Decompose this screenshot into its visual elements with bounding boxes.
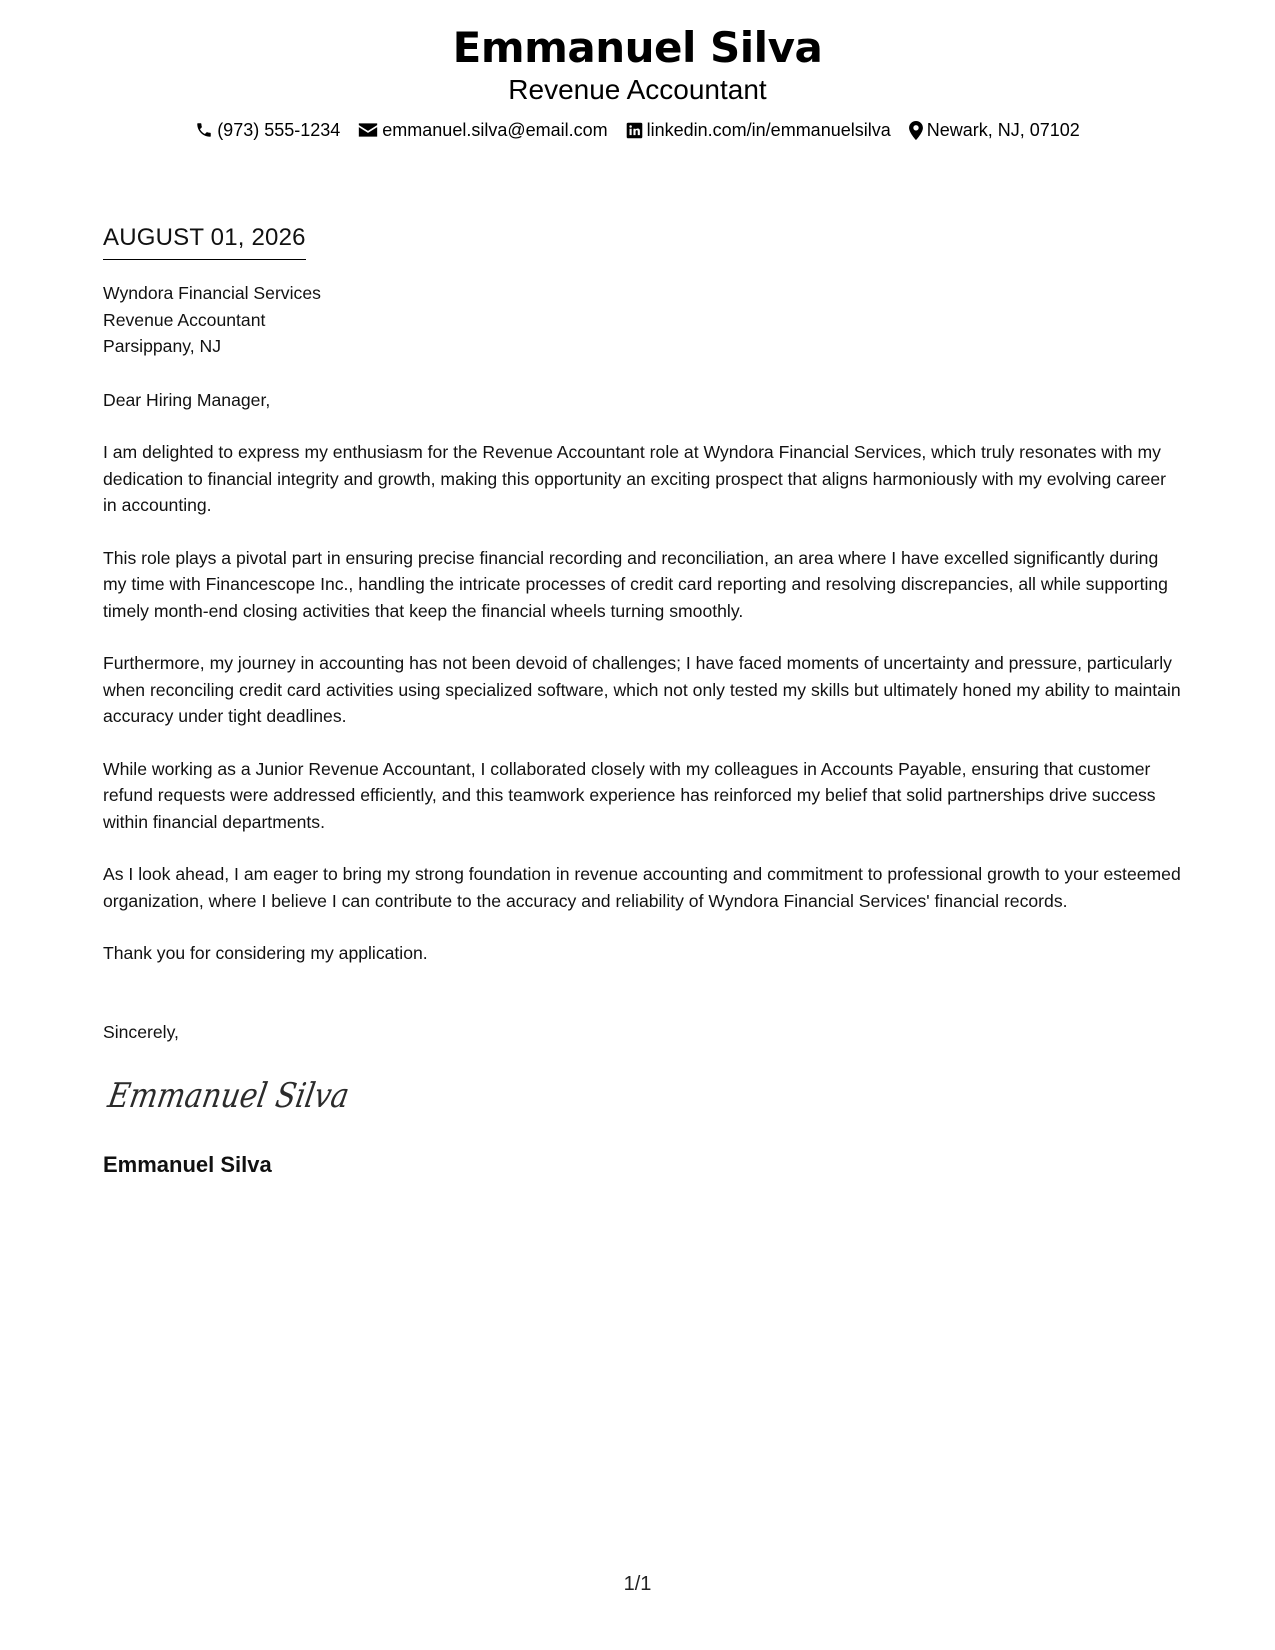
signer-name: Emmanuel Silva	[103, 1151, 272, 1177]
greeting: Dear Hiring Manager,	[103, 389, 271, 410]
letter-body	[103, 223, 1183, 1179]
recipient-company: Wyndora Financial Services	[103, 283, 321, 303]
contact-phone	[195, 118, 340, 142]
paragraph-teamwork: While working as a Junior Revenue Accountant, I collaborated closely with my colleagues in Accounts Payable, ensuring that customer refund requests were addressed efficiently, and this teamwork experience has reinforced my belief that solid partnerships drive success within financial departments.	[103, 758, 1156, 832]
linkedin-url: linkedin.com/in/emmanuelsilva	[646, 120, 891, 140]
handwritten-signature	[105, 1071, 1183, 1129]
recipient-block	[103, 280, 1183, 360]
contact-email[interactable]	[358, 118, 607, 142]
svg-text:Emmanuel Silva: Emmanuel Silva	[105, 1076, 392, 1116]
recipient-location: Parsippany, NJ	[103, 336, 221, 356]
paragraph-outlook: As I look ahead, I am eager to bring my strong foundation in revenue accounting and commitment to professional growth to your esteemed organization, where I believe I can contribute to the accuracy and reliability of Wyndora Financial Services' financial records.	[103, 864, 1181, 911]
closing-salutation: Sincerely,	[103, 1021, 179, 1042]
paragraph-intro: I am delighted to express my enthusiasm for the Revenue Accountant role at Wyndora Financial Services, which truly resonates with my dedication to financial integrity and growth, making this opportunity an exciting prospect that aligns harmoniously with my evolving career in accounting.	[103, 442, 1167, 515]
email-address: emmanuel.silva@email.com	[382, 120, 608, 140]
applicant-title: Revenue Accountant	[508, 74, 767, 105]
letter-date: AUGUST 01, 2026	[103, 223, 306, 260]
paragraph-experience: This role plays a pivotal part in ensuring precise financial recording and reconciliation, an area where I have excelled significantly during my time with Financescope Inc., handling the intricate processes of credit card reporting and resolving discrepancies, all while supporting timely month-end closing activities that keep the financial wheels turning smoothly.	[103, 547, 1168, 621]
contact-location	[909, 118, 1080, 142]
letter-header	[0, 22, 1275, 142]
envelope-icon	[358, 122, 378, 138]
applicant-name: Emmanuel Silva	[452, 23, 823, 72]
map-marker-icon	[909, 121, 923, 140]
phone-number: (973) 555-1234	[217, 120, 341, 140]
paragraph-challenges: Furthermore, my journey in accounting has not been devoid of challenges; I have faced moments of uncertainty and pressure, particularly when reconciling credit card activities using specialized software, which not only tested my skills but ultimately honed my ability to maintain accuracy under tight deadlines.	[103, 653, 1181, 726]
page-number: 1/1	[623, 1573, 652, 1595]
contact-linkedin[interactable]	[626, 118, 891, 142]
phone-icon	[195, 121, 213, 139]
paragraph-thanks: Thank you for considering my application.	[103, 943, 428, 963]
linkedin-icon	[626, 122, 643, 139]
location-text: Newark, NJ, 07102	[926, 120, 1080, 140]
recipient-position: Revenue Accountant	[103, 309, 266, 330]
contact-bar	[0, 118, 1275, 142]
